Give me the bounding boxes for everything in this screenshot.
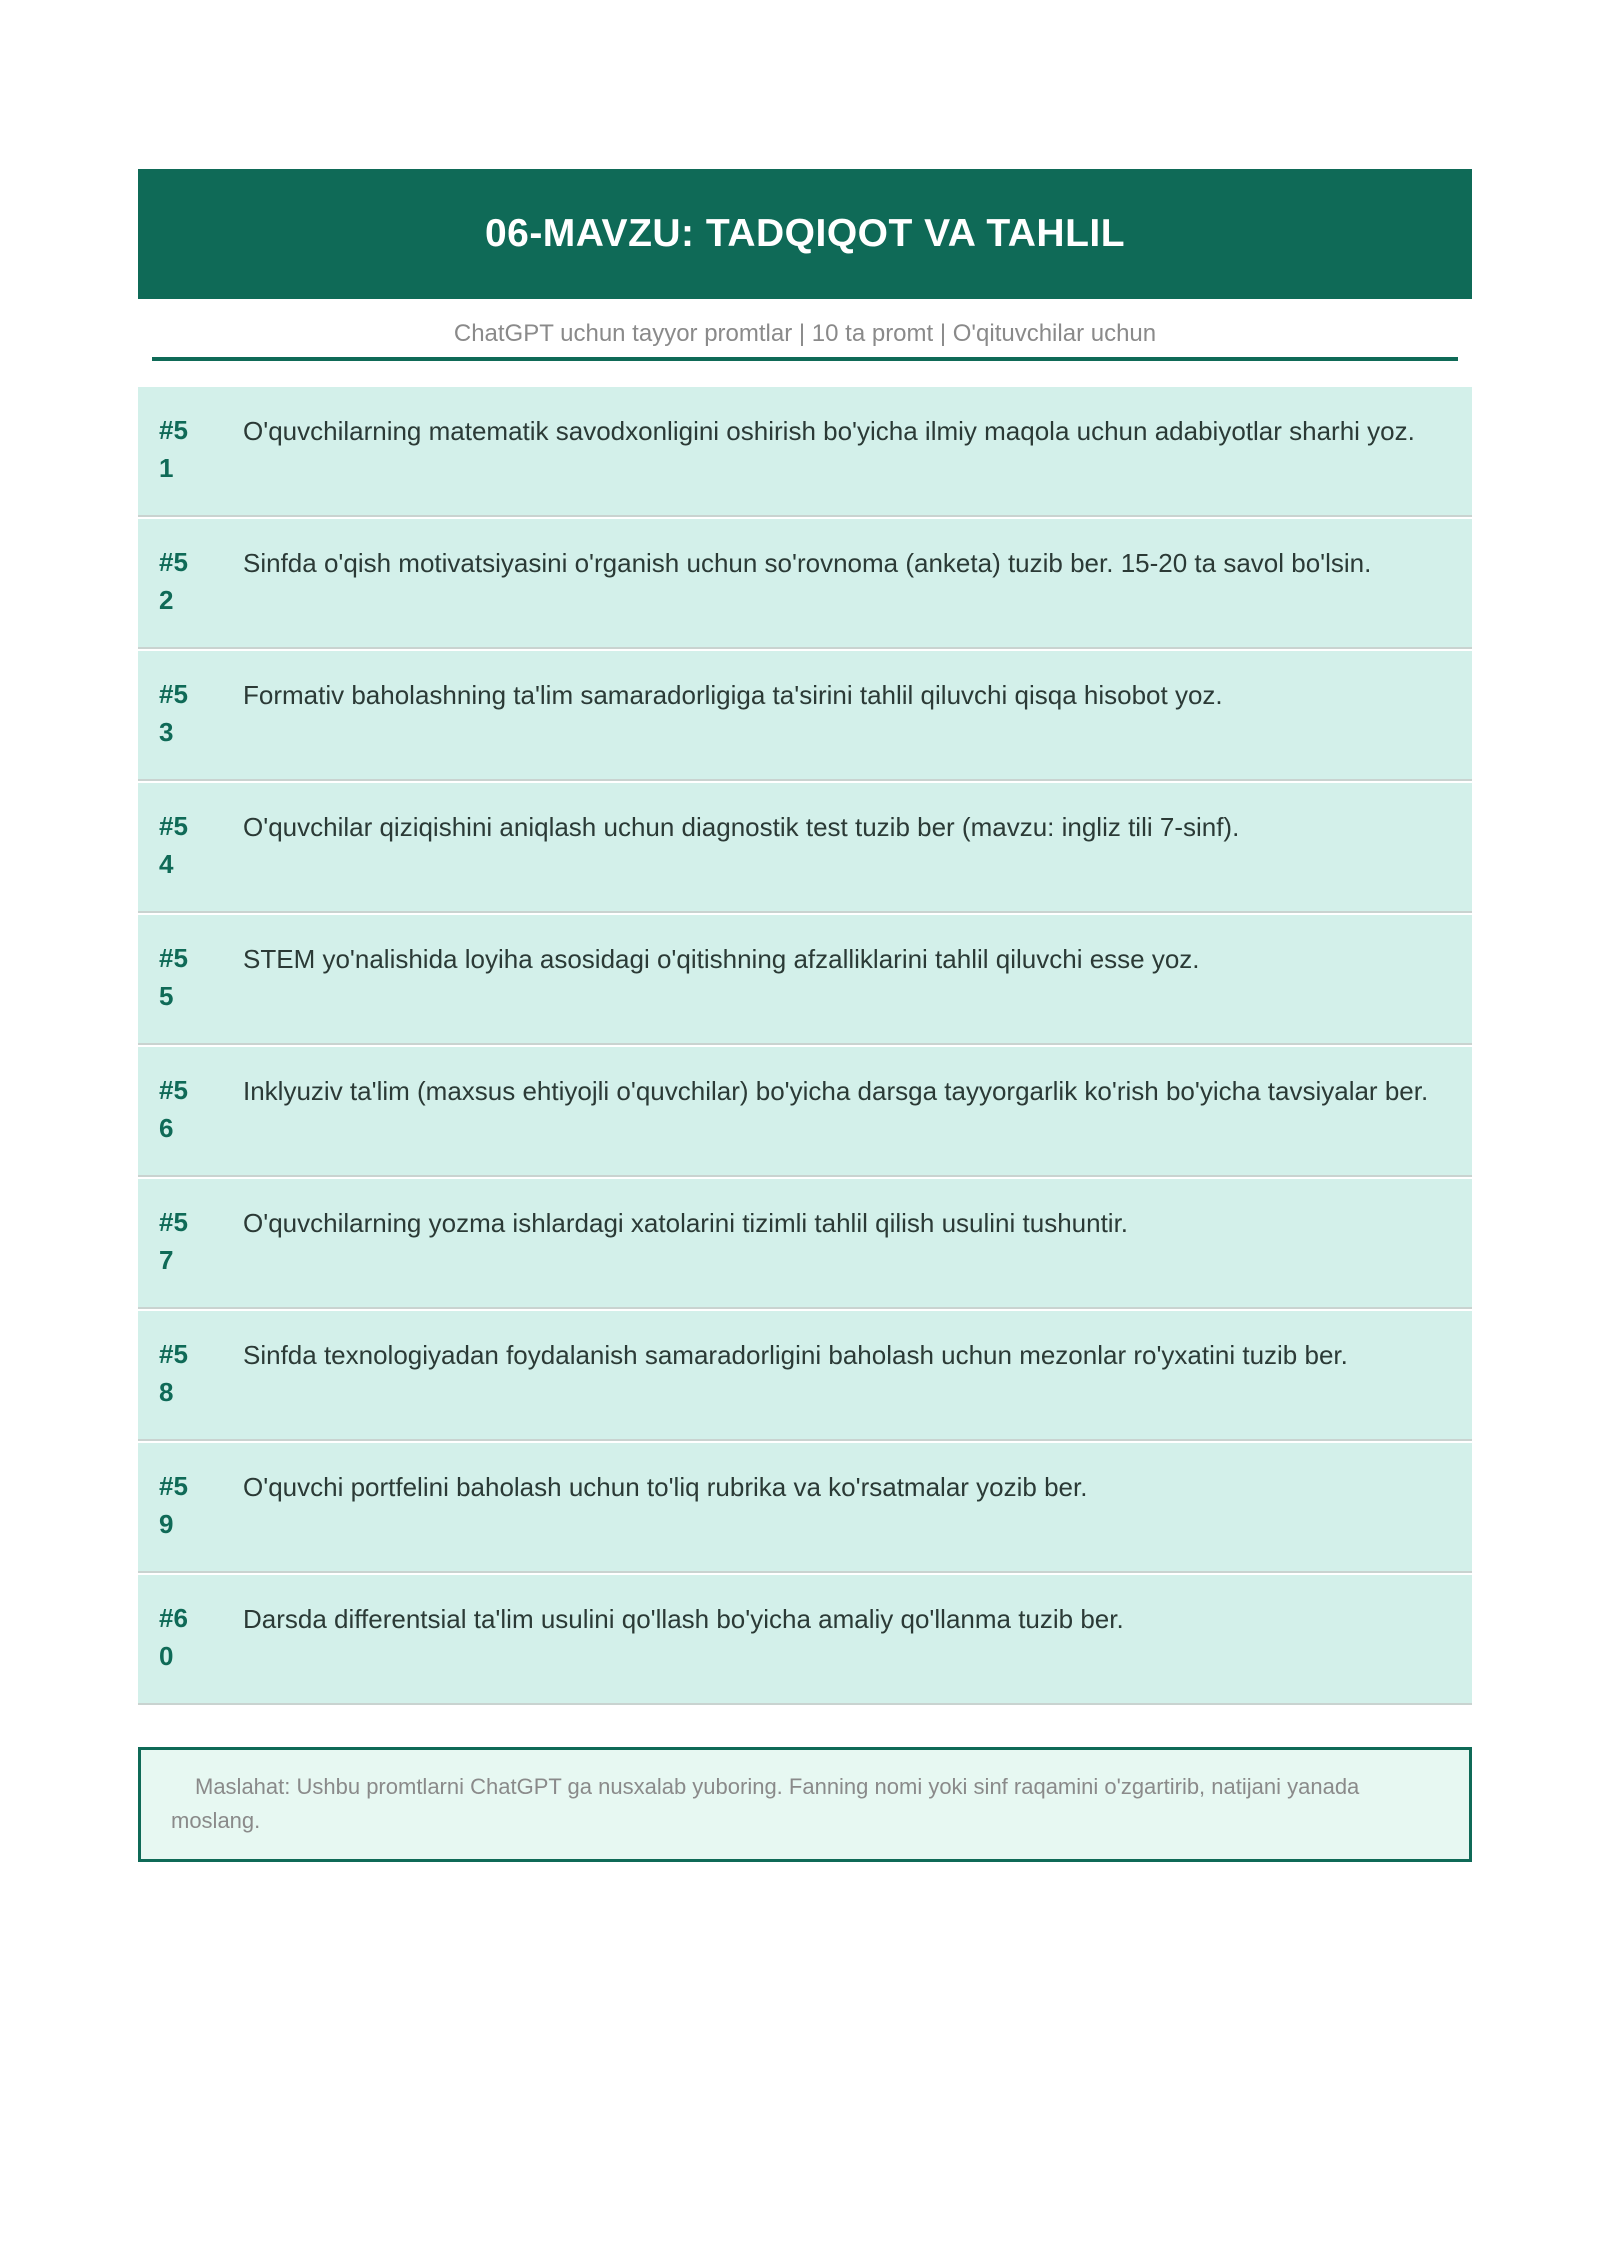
subtitle-divider	[152, 357, 1458, 361]
tip-text: Maslahat: Ushbu promtlarni ChatGPT ga nusxalab yuboring. Fanning nomi yoki sinf raqamini o'zgartirib, natijani yanada moslang.	[171, 1774, 1360, 1833]
prompt-row	[138, 915, 1472, 1045]
page-title: 06-MAVZU: TADQIQOT VA TAHLIL	[484, 212, 1126, 255]
prompt-number: #60	[159, 1603, 188, 1671]
prompt-text[interactable]: Inklyuziv ta'lim (maxsus ehtiyojli o'quvchilar) bo'yicha darsga tayyorgarlik ko'rish bo'yicha tavsiyalar ber.	[243, 1076, 1429, 1106]
prompt-list	[138, 387, 1472, 1707]
prompt-text[interactable]: Darsda differentsial ta'lim usulini qo'llash bo'yicha amaliy qo'llanma tuzib ber.	[243, 1604, 1124, 1634]
prompt-row	[138, 1311, 1472, 1441]
prompt-number: #59	[159, 1471, 188, 1539]
prompt-text[interactable]: O'quvchilarning yozma ishlardagi xatolarini tizimli tahlil qilish usulini tushuntir.	[243, 1208, 1129, 1238]
tip-box	[138, 1747, 1472, 1862]
prompt-text[interactable]: STEM yo'nalishida loyiha asosidagi o'qitishning afzalliklarini tahlil qiluvchi esse yoz.	[243, 944, 1200, 974]
prompt-row	[138, 519, 1472, 649]
prompt-row	[138, 1575, 1472, 1705]
prompt-row	[138, 1443, 1472, 1573]
prompt-text[interactable]: O'quvchilar qiziqishini aniqlash uchun diagnostik test tuzib ber (mavzu: ingliz tili 7-sinf).	[243, 812, 1240, 842]
prompt-number: #52	[159, 547, 188, 615]
prompt-text[interactable]: O'quvchilarning matematik savodxonligini oshirish bo'yicha ilmiy maqola uchun adabiyotlar sharhi yoz.	[243, 416, 1415, 446]
title-banner	[138, 169, 1472, 299]
prompt-text[interactable]: Sinfda texnologiyadan foydalanish samaradorligini baholash uchun mezonlar ro'yxatini tuzib ber.	[243, 1340, 1348, 1370]
prompt-row	[138, 1179, 1472, 1309]
prompt-number: #58	[159, 1339, 188, 1407]
prompt-text[interactable]: Formativ baholashning ta'lim samaradorligiga ta'sirini tahlil qiluvchi qisqa hisobot yoz.	[243, 680, 1223, 710]
prompt-number: #51	[159, 415, 188, 483]
prompt-row	[138, 1047, 1472, 1177]
prompt-number: #54	[159, 811, 188, 879]
prompt-number: #57	[159, 1207, 188, 1275]
prompt-number: #56	[159, 1075, 188, 1143]
prompt-number: #55	[159, 943, 188, 1011]
prompt-text[interactable]: O'quvchi portfelini baholash uchun to'liq rubrika va ko'rsatmalar yozib ber.	[243, 1472, 1088, 1502]
prompt-row	[138, 783, 1472, 913]
prompt-number: #53	[159, 679, 188, 747]
prompt-row	[138, 651, 1472, 781]
prompt-row	[138, 387, 1472, 517]
page-subtitle: ChatGPT uchun tayyor promtlar | 10 ta promt | O'qituvchilar uchun	[453, 320, 1157, 347]
prompt-text[interactable]: Sinfda o'qish motivatsiyasini o'rganish uchun so'rovnoma (anketa) tuzib ber. 15-20 ta savol bo'lsin.	[243, 548, 1372, 578]
